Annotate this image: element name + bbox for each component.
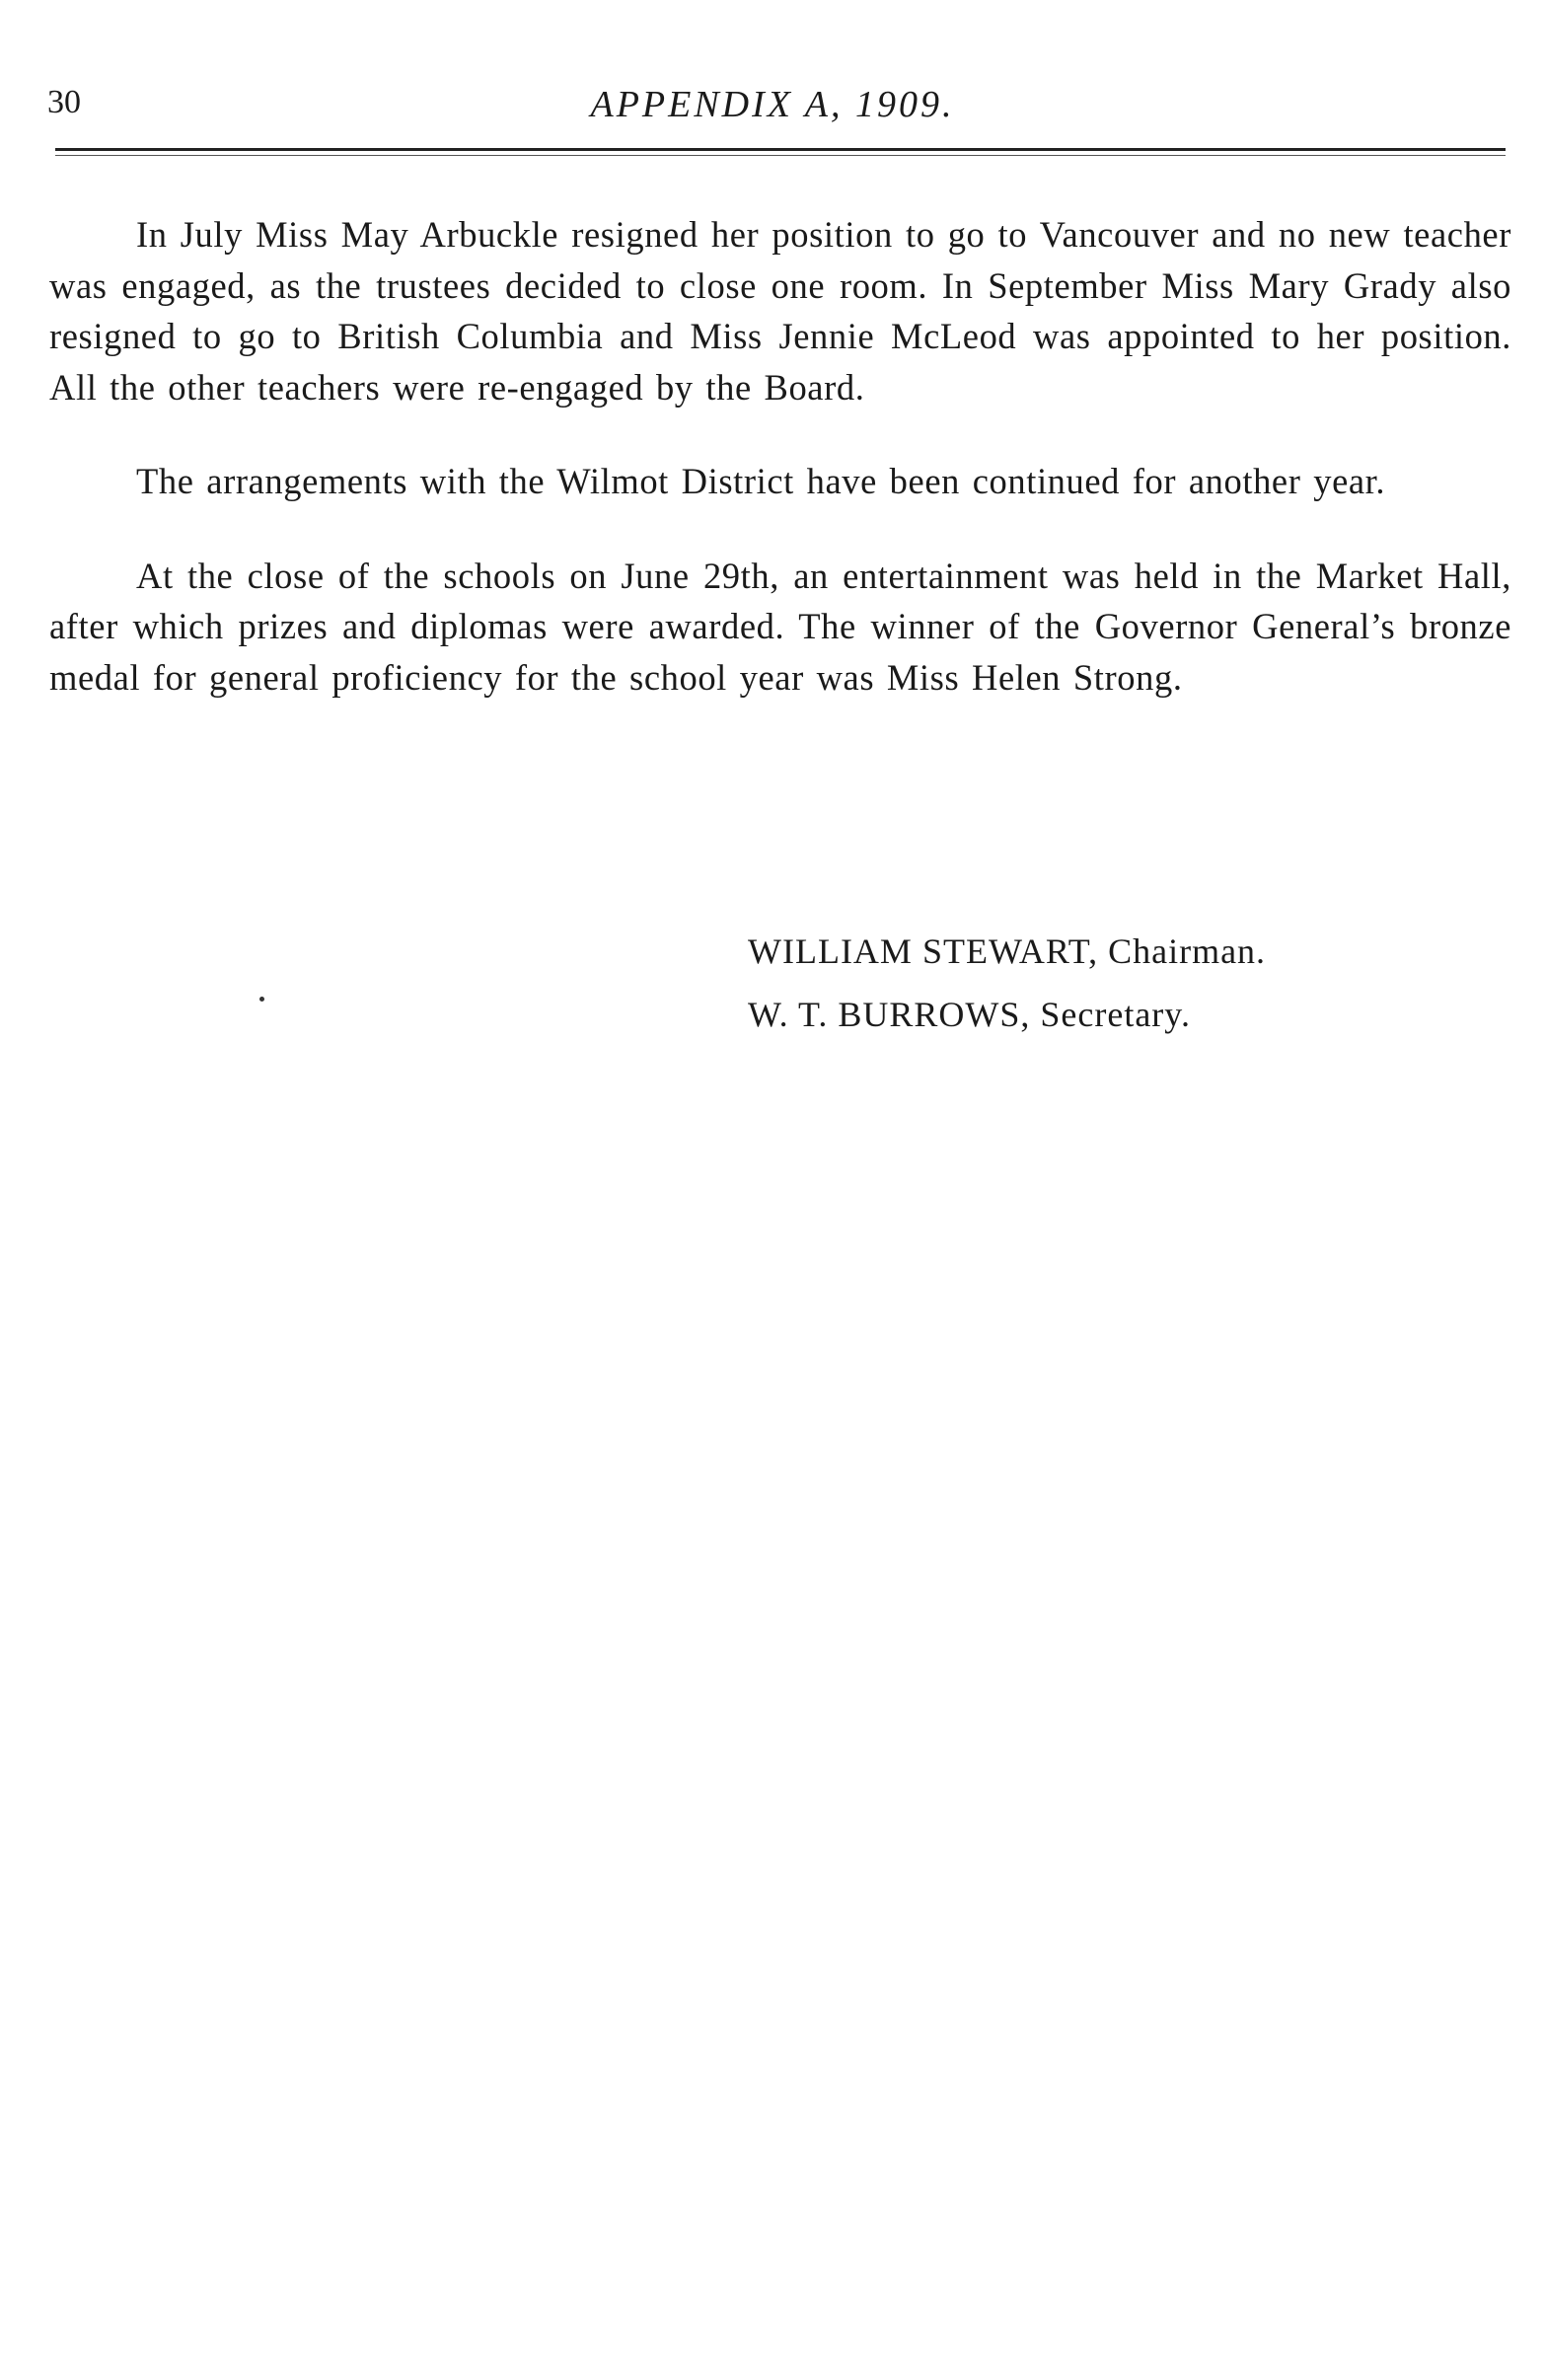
ink-speck [259,997,264,1002]
header-rule-thin [55,155,1506,156]
header-rule-thick [55,148,1506,151]
paragraph-closing-exercises: At the close of the schools on June 29th, an entertainment was held in the Market Hall, after which prizes and diplomas were awarded. The winner of the Governor General’s bronze medal for general proficiency for the school year was Miss Helen Strong. [49,555,1511,698]
paragraph-teachers: In July Miss May Arbuckle resigned her position to go to Vancouver and no new teacher was engaged, as the trustees decided to close one room. In September Miss Mary Grady also resigned to go to British Columbia and Miss Jennie McLeod was appointed to her position. All the other teachers were re-engaged by the Board. [49,214,1511,408]
signature-block [748,924,1266,1050]
page-number: 30 [47,84,81,120]
signature-secretary: W. T. BURROWS, Secretary. [748,995,1191,1034]
running-head: APPENDIX A, 1909. [590,84,955,125]
signature-chairman: WILLIAM STEWART, Chairman. [748,931,1267,971]
body-text [49,209,1511,746]
paragraph-wilmot-district: The arrangements with the Wilmot District have been continued for another year. [136,461,1386,501]
